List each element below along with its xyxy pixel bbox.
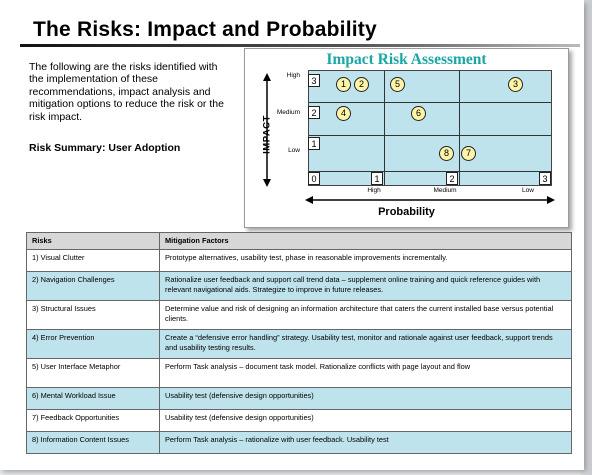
table-header-row (27, 233, 572, 250)
grid-divider (459, 71, 460, 185)
probability-score-high: 1 (371, 172, 383, 185)
grid-divider (309, 135, 551, 136)
risk-cell: 2) Navigation Challenges (27, 272, 160, 301)
probability-score-medium: 2 (446, 172, 458, 185)
slide-title: The Risks: Impact and Probability (33, 18, 377, 41)
table-row (27, 410, 572, 432)
mitigation-cell: Determine value and risk of designing an information architecture that caters the current installed base versus potential clients. (160, 301, 572, 330)
impact-score-medium: 2 (308, 106, 320, 119)
risk-cell: 5) User Interface Metaphor (27, 359, 160, 388)
intro-text: The following are the risks identified with the implementation of these recommendations, impact analysis and mitigation options to reduce the risk or the risk impact. (29, 61, 224, 123)
risk-marker-2: 2 (354, 77, 369, 92)
probability-level-low: Low (522, 187, 534, 194)
table-row (27, 432, 572, 454)
risk-cell: 3) Structural Issues (27, 301, 160, 330)
impact-level-medium: Medium (276, 109, 300, 116)
mitigation-cell: Usability test (defensive design opportunities) (160, 388, 572, 410)
risk-marker-8: 8 (439, 146, 454, 161)
risk-grid (308, 70, 552, 186)
mitigation-cell: Rationalize user feedback and support call trend data – supplement online training and quick reference guides with relevant navigational aids. Strategize to improve in future releases. (160, 272, 572, 301)
risk-marker-6: 6 (411, 106, 426, 121)
impact-level-low: Low (288, 147, 300, 154)
risk-summary-heading: Risk Summary: User Adoption (29, 142, 181, 154)
impact-score-low: 1 (308, 137, 320, 150)
grid-divider (309, 171, 551, 172)
origin-score: 0 (308, 172, 320, 185)
title-rule (20, 44, 580, 47)
risk-cell: 4) Error Prevention (27, 330, 160, 359)
impact-level-high: High (286, 72, 300, 79)
risk-cell: 8) Information Content Issues (27, 432, 160, 454)
y-axis-label: IMPACT (261, 115, 273, 154)
grid-divider (384, 71, 385, 185)
table-row (27, 359, 572, 388)
risk-marker-5: 5 (390, 77, 405, 92)
mitigation-cell: Prototype alternatives, usability test, phase in reasonable improvements incrementally. (160, 250, 572, 272)
x-axis-label: Probability (378, 206, 435, 218)
risk-marker-7: 7 (461, 146, 476, 161)
column-header-mitigation: Mitigation Factors (160, 233, 572, 250)
table-row (27, 250, 572, 272)
grid-divider (309, 102, 551, 103)
mitigation-cell: Perform Task analysis – rationalize with user feedback. Usability test (160, 432, 572, 454)
risk-cell: 6) Mental Workload Issue (27, 388, 160, 410)
column-header-risks: Risks (27, 233, 160, 250)
impact-score-high: 3 (308, 74, 320, 87)
impact-risk-matrix (244, 48, 569, 228)
probability-score-low: 3 (539, 172, 551, 185)
x-axis-arrow (305, 195, 555, 205)
mitigation-table (26, 232, 572, 454)
risk-cell: 1) Visual Clutter (27, 250, 160, 272)
mitigation-cell: Create a “defensive error handling” strategy. Usability test, monitor and rationale against user feedback, support trends and usability testing results. (160, 330, 572, 359)
risk-marker-1: 1 (336, 77, 351, 92)
table-row (27, 388, 572, 410)
mitigation-cell: Usability test (defensive design opportunities) (160, 410, 572, 432)
probability-level-medium: Medium (433, 187, 457, 194)
mitigation-cell: Perform Task analysis – document task model. Rationalize conflicts with page layout and flow (160, 359, 572, 388)
probability-level-high: High (367, 187, 381, 194)
matrix-title: Impact Risk Assessment (326, 51, 487, 68)
table-row (27, 301, 572, 330)
risk-cell: 7) Feedback Opportunities (27, 410, 160, 432)
risk-marker-3: 3 (508, 77, 523, 92)
table-row (27, 330, 572, 359)
table-row (27, 272, 572, 301)
risk-marker-4: 4 (336, 106, 351, 121)
